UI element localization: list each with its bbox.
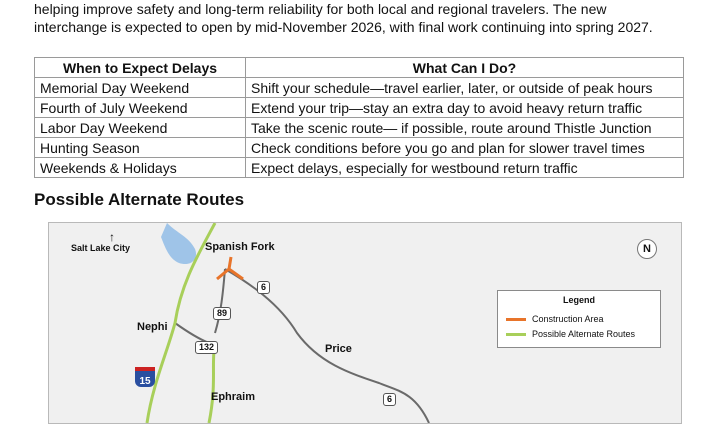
- city-ephraim: Ephraim: [211, 391, 256, 403]
- interstate-15-shield-icon: 15: [135, 367, 155, 387]
- table-header-row: [35, 58, 684, 78]
- row-what: Expect delays, especially for westbound return traffic: [246, 158, 684, 178]
- table-row: [35, 118, 684, 138]
- city-spanish-fork: Spanish Fork: [205, 241, 275, 253]
- intro-line-1: helping improve safety and long-term reliability for both local and regional travelers. The new: [34, 1, 607, 17]
- table-row: [35, 98, 684, 118]
- construction-area: [217, 257, 243, 279]
- row-when: Memorial Day Weekend: [35, 78, 246, 98]
- row-what: Take the scenic route— if possible, route around Thistle Junction: [246, 118, 684, 138]
- row-when: Fourth of July Weekend: [35, 98, 246, 118]
- header-when: When to Expect Delays: [35, 58, 246, 78]
- intro-line-2: interchange is expected to open by mid-November 2026, with final work continuing into spring 2027.: [34, 19, 653, 35]
- row-when: Weekends & Holidays: [35, 158, 246, 178]
- route-6-shield-icon: 6: [257, 281, 270, 294]
- city-salt-lake-city: Salt Lake City: [71, 243, 131, 253]
- intro-text: [34, 0, 694, 36]
- row-what: Shift your schedule—travel earlier, later, or outside of peak hours: [246, 78, 684, 98]
- utah-lake: [161, 223, 196, 264]
- construction-swatch-icon: [506, 318, 526, 321]
- table-row: [35, 158, 684, 178]
- legend-row-construction: [506, 314, 604, 324]
- row-what: Extend your trip—stay an extra day to avoid heavy return traffic: [246, 98, 684, 118]
- section-heading: Possible Alternate Routes: [34, 190, 245, 209]
- alternate-routes-map: [48, 222, 682, 424]
- alternate-swatch-icon: [506, 333, 526, 336]
- row-when: Hunting Season: [35, 138, 246, 158]
- compass-north-icon: N: [637, 239, 657, 259]
- header-what: What Can I Do?: [246, 58, 684, 78]
- north-arrow-icon: ↑: [109, 230, 115, 244]
- city-nephi: Nephi: [137, 321, 168, 333]
- road-us89: [215, 269, 225, 333]
- legend-row-alternate: [506, 329, 635, 339]
- table-row: [35, 138, 684, 158]
- alternate-route-east: [209, 343, 215, 423]
- route-132-shield-icon: 132: [195, 341, 218, 354]
- route-89-shield-icon: 89: [213, 307, 231, 320]
- city-price: Price: [325, 343, 352, 355]
- row-when: Labor Day Weekend: [35, 118, 246, 138]
- legend-title: Legend: [562, 295, 595, 305]
- legend-alternate-label: Possible Alternate Routes: [532, 329, 636, 339]
- road-sr132: [175, 323, 209, 343]
- table-row: [35, 78, 684, 98]
- map-legend: [497, 290, 661, 348]
- route-6-south-shield-icon: 6: [383, 393, 396, 406]
- legend-construction-label: Construction Area: [532, 314, 604, 324]
- row-what: Check conditions before you go and plan for slower travel times: [246, 138, 684, 158]
- delays-table: [34, 57, 684, 178]
